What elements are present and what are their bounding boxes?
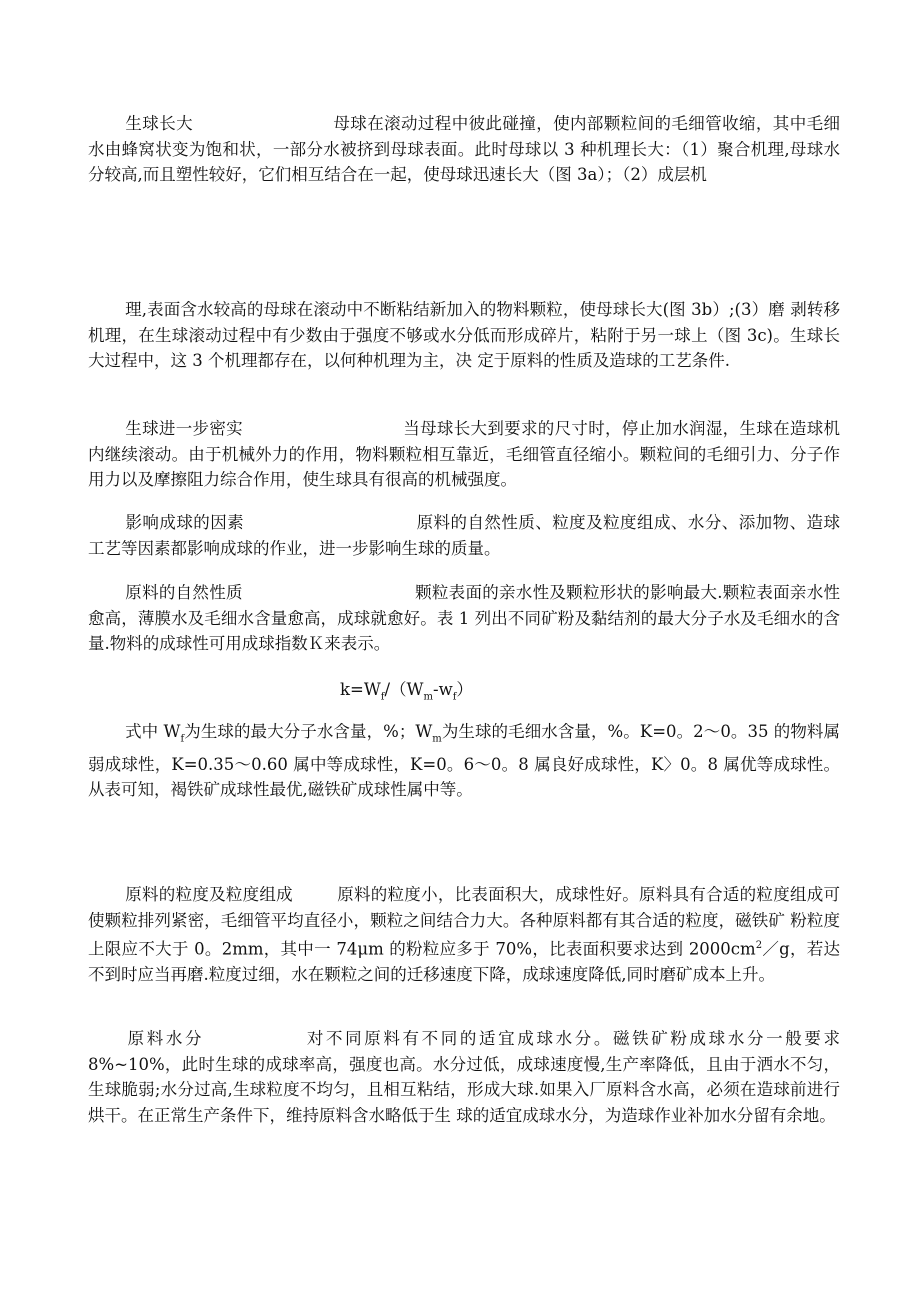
heading-raw-material-moisture: 原料水分 [125, 1029, 205, 1048]
balling-index-formula: $k=W_f/(W_m-w_f)$ [340, 680, 473, 703]
heading-influencing-factors: 影响成球的因素 [125, 513, 245, 532]
body-densification: 当母球长大到要求的尺寸时，停止加水润湿，生球在造球机内继续滚动。由于机械外力的作用，物料颗粒相互靠近，毛细管直径缩小。颗粒间的毛细引力、分子作用力以及摩擦阻力综合作用，使生球具有很高的机械强度。 [88, 419, 841, 489]
body-green-ball-growth: 母球在滚动过程中彼此碰撞，使内部颗粒间的毛细管收缩，其中毛细水由蜂窝状变为饱和状，一部分水被挤到母球表面。此时母球以 3 种机理长大：（1）聚合机理,母球水分较高,而且塑性较好，它们相互结合在一起，使母球迅速长大（图 3a）；（2）成层机 [88, 114, 841, 184]
heading-natural-properties: 原料的自然性质 [125, 583, 243, 602]
paragraph-green-ball-growth [88, 111, 840, 188]
paragraph-densification [88, 416, 840, 493]
paragraph-layering-mechanism [88, 297, 840, 374]
heading-densification: 生球进一步密实 [125, 419, 243, 438]
body-natural-properties: 颗粒表面的亲水性及颗粒形状的影响最大.颗粒表面亲水性愈高，薄膜水及毛细水含量愈高，成球就愈好。表 1 列出不同矿粉及黏结剂的最大分子水及毛细水的含量.物料的成球性可用成球指数Ｋ来表示。 [88, 583, 840, 653]
body-influencing-factors: 原料的自然性质、粒度及粒度组成、水分、添加物、造球工艺等因素都影响成球的作业，进一步影响生球的质量。 [88, 513, 841, 558]
paragraph-influencing-factors [88, 510, 840, 561]
body-raw-material-moisture: 对不同原料有不同的适宜成球水分。磁铁矿粉成球水分一般要求 8%~10%，此时生球的成球率高，强度也高。水分过低，成球速度慢,生产率降低，且由于洒水不匀，生球脆弱;水分过高,生球粒度不均匀，且相互粘结，形成大球.如果入厂原料含水高，必须在造球前进行烘干。在正常生产条件下，维持原料含水略低于生 球的适宜成球水分，为造球作业补加水分留有余地。 [88, 1029, 841, 1125]
body-layering-mechanism: 理,表面含水较高的母球在滚动中不断粘结新加入的物料颗粒，使母球长大(图 3b）;(3）磨 剥转移机理，在生球滚动过程中有少数由于强度不够或水分低而形成碎片，粘附于另一球上（图 3c)。生球长大过程中，这 3 个机理都存在，以何种机理为主，决 定于原料的性质及造球的工艺条件. [88, 300, 840, 370]
heading-green-ball-growth: 生球长大 [125, 114, 193, 133]
paragraph-formula-explanation: 式中 $W_f$为生球的最大分子水含量，%；$W_m$为生球的毛细水含量，%。K=0。2～0。35 的物料属弱成球性，K=0.35～0.60 属中等成球性，K=0。6～0。8 属良好成球性，K〉0。8 属优等成球性。从表可知，褐铁矿成球性最优,磁铁矿成球性属中等。 [88, 722, 840, 800]
paragraph-raw-material-moisture [88, 1026, 840, 1128]
paragraph-natural-properties [88, 580, 840, 657]
paragraph-particle-size: 原料的粒度及粒度组成 原料的粒度小，比表面积大，成球性好。原料具有合适的粒度组成可使颗粒排列紧密，毛细管平均直径小，颗粒之间结合力大。各种原料都有其合适的粒度，磁铁矿 粉粒度上限应不大于 0。2mm，其中一 74μm 的粉粒应多于 70%，比表面积要求达到 $2000cm^2/g$，若达不到时应当再磨.粒度过细，水在颗粒之间的迁移速度下降，成球速度降低,同时磨矿成本上升。 [88, 885, 841, 984]
heading-particle-size: 原料的粒度及粒度组成 [125, 885, 293, 904]
